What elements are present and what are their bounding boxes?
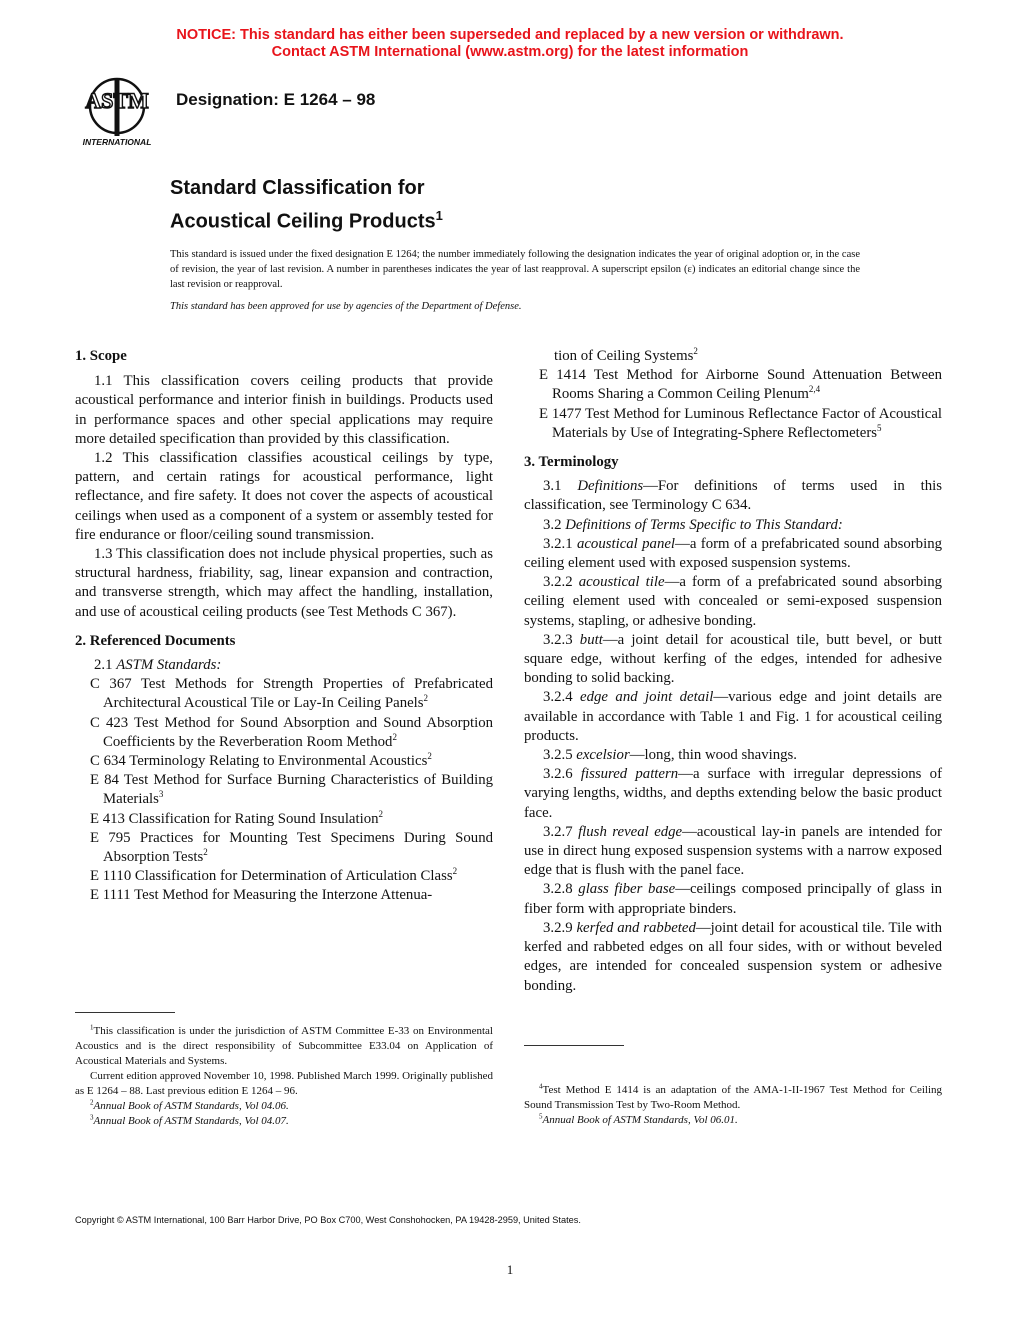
para-3-1-number: 3.1 xyxy=(543,478,562,495)
notice-line-1: NOTICE: This standard has either been superseded and replaced by a new version or withdrawn. xyxy=(176,27,844,43)
reference-text: C 423 Test Method for Sound Absorption and Sound Absorption Coefficients by the Reverberation Room Method xyxy=(90,714,493,750)
definition-term: fissured pattern xyxy=(580,766,679,783)
reference-item xyxy=(539,366,942,404)
reference-item xyxy=(90,752,493,771)
reference-continuation xyxy=(524,347,942,366)
reference-item xyxy=(90,829,493,867)
footnote-4 xyxy=(524,1083,942,1113)
footnote-1-edition: Current edition approved November 10, 1998. Published March 1999. Originally published as E 1264 – 88. Last previous edition E 1264 – 96. xyxy=(75,1070,493,1097)
definition-item xyxy=(524,746,942,765)
para-3-1-label: Definitions xyxy=(577,478,644,495)
para-1-3: 1.3 This classification does not include physical properties, such as structural hardness, friability, sag, linear expansion and contraction, and transverse strength, which may affect the handling, installation, and use of acoustical ceiling products (see Test Methods C 367). xyxy=(75,546,493,620)
title-line-2: Acoustical Ceiling Products xyxy=(170,210,436,233)
footnote-5 xyxy=(524,1113,942,1128)
definition-term: excelsior xyxy=(576,747,630,764)
reference-item xyxy=(90,771,493,809)
footnotes-right xyxy=(524,1083,942,1128)
reference-text: C 634 Terminology Relating to Environmental Acoustics xyxy=(90,753,428,770)
definition-item xyxy=(524,919,942,996)
reference-item xyxy=(90,886,493,905)
para-2-1 xyxy=(75,656,493,675)
astm-logo-icon xyxy=(72,76,162,148)
definition-term: glass fiber base xyxy=(578,881,676,898)
definition-number: 3.2.1 xyxy=(543,535,573,552)
definition-item xyxy=(524,688,942,746)
para-3-2-number: 3.2 xyxy=(543,516,562,533)
reference-item xyxy=(90,810,493,829)
reference-text: E 84 Test Method for Surface Burning Characteristics of Building Materials xyxy=(90,772,493,808)
definition-item xyxy=(524,535,942,573)
reference-text: E 795 Practices for Mounting Test Specimens During Sound Absorption Tests xyxy=(90,829,493,866)
footnote-2 xyxy=(75,1099,493,1114)
footnote-1 xyxy=(75,1024,493,1069)
para-1-1: 1.1 This classification covers ceiling products that provide acoustical performance and interior finish in buildings. Products used in performance spaces and other special applications may require more detailed specification than provided by this classification. xyxy=(75,373,493,447)
footnote-2-marker: 2 xyxy=(90,1098,94,1107)
footnote-1-marker: 1 xyxy=(90,1023,94,1032)
section-3-heading: 3. Terminology xyxy=(524,454,619,471)
reference-footnote-ref: 2 xyxy=(452,866,458,877)
reference-list-continued xyxy=(524,366,942,443)
right-column xyxy=(524,347,942,996)
definition-item xyxy=(524,573,942,631)
reference-text: C 367 Test Methods for Strength Properties of Prefabricated Architectural Acoustical Tile or Lay-In Ceiling Panels xyxy=(90,676,493,712)
definition-number: 3.2.2 xyxy=(543,574,573,591)
para-1-2: 1.2 This classification classifies acoustical ceilings by type, pattern, and certain ratings for acoustical performance, light reflectance, and fire safety. It does not cover the aspects of acoustical ceilings when used as a component of a system or assembly tested for fire endurance or floor/ceiling sound transmission. xyxy=(75,450,493,543)
definition-text: —various edge and joint details are available in accordance with Table 1 and Fig. 1 for acoustical ceiling products. xyxy=(524,689,943,744)
reference-footnote-ref: 2 xyxy=(427,751,432,762)
definition-item xyxy=(524,823,942,881)
page-number: 1 xyxy=(506,1262,514,1277)
withdrawal-notice xyxy=(0,27,1020,61)
definition-text: —long, thin wood shavings. xyxy=(629,747,798,764)
reference-text: E 1111 Test Method for Measuring the Interzone Attenua- xyxy=(90,887,433,904)
footnotes-left xyxy=(75,1024,493,1129)
reference-item xyxy=(90,714,493,752)
para-3-1-text: —For definitions of terms used in this classification, see Terminology C 634. xyxy=(524,478,942,514)
footnote-4-text: Test Method E 1414 is an adaptation of the AMA-1-II-1967 Test Method for Ceiling Sound Transmission Test by Two-Room Method. xyxy=(524,1084,942,1111)
para-2-1-label: ASTM Standards: xyxy=(116,657,222,674)
definition-term: butt xyxy=(579,631,603,648)
definition-term: kerfed and rabbeted xyxy=(576,919,696,936)
copyright-line: Copyright © ASTM International, 100 Barr Harbor Drive, PO Box C700, West Conshohocken, PA 19428-2959, United States. xyxy=(75,1215,581,1225)
svg-text:INTERNATIONAL: INTERNATIONAL xyxy=(82,137,152,147)
reference-continuation-sup: 2 xyxy=(693,346,698,357)
footnote-rule-right xyxy=(524,1045,624,1046)
definition-number: 3.2.4 xyxy=(543,689,573,706)
footnote-1-text: This classification is under the jurisdiction of ASTM Committee E-33 on Environmental Acoustics and is the direct responsibility of Subcommittee E33.04 on Application of Acoustical Materials and Systems. xyxy=(75,1025,493,1067)
footnote-5-marker: 5 xyxy=(539,1112,543,1121)
footnote-3-text: Annual Book of ASTM Standards, Vol 04.07. xyxy=(93,1115,289,1127)
reference-footnote-ref: 2 xyxy=(203,847,208,858)
definition-number: 3.2.8 xyxy=(543,881,573,898)
reference-text: E 1110 Classification for Determination of Articulation Class xyxy=(90,868,453,885)
definition-number: 3.2.3 xyxy=(543,631,573,648)
designation: Designation: E 1264 – 98 xyxy=(176,90,376,109)
notice-line-2: Contact ASTM International (www.astm.org) for the latest information xyxy=(271,44,749,60)
reference-footnote-ref: 2,4 xyxy=(808,384,821,395)
svg-text:ASTM: ASTM xyxy=(85,88,149,113)
para-3-1 xyxy=(524,477,942,515)
definition-term: flush reveal edge xyxy=(578,823,683,840)
reference-text: E 1477 Test Method for Luminous Reflectance Factor of Acoustical Materials by Use of Integrating-Sphere Reflectometers xyxy=(539,405,942,441)
reference-footnote-ref: 2 xyxy=(378,808,384,819)
reference-footnote-ref: 2 xyxy=(423,693,429,704)
definition-term: acoustical panel xyxy=(576,535,676,552)
title-footnote-ref[interactable]: 1 xyxy=(435,208,443,223)
astm-logo xyxy=(72,76,162,148)
footnote-3-marker: 3 xyxy=(90,1113,94,1122)
definition-text: —ceilings composed principally of glass in fiber form with appropriate binders. xyxy=(524,881,943,917)
reference-footnote-ref: 2 xyxy=(392,731,397,742)
reference-footnote-ref: 3 xyxy=(158,789,164,800)
reference-text: E 413 Classification for Rating Sound Insulation xyxy=(90,810,379,827)
reference-item xyxy=(90,867,493,886)
para-3-2 xyxy=(524,516,942,535)
reference-item xyxy=(539,405,942,443)
left-column xyxy=(75,347,493,906)
definition-number: 3.2.9 xyxy=(543,919,573,936)
document-title xyxy=(170,175,443,236)
definitions-list xyxy=(524,535,942,996)
definition-number: 3.2.5 xyxy=(543,747,573,764)
definition-text: —joint detail for acoustical tile. Tile with kerfed and rabbeted edges on all four sides, with or without beveled edges, are intended for concealed suspension system or adhesive bonding. xyxy=(524,919,943,994)
reference-footnote-ref: 5 xyxy=(877,422,882,433)
title-line-1: Standard Classification for xyxy=(170,177,425,199)
section-2-heading: 2. Referenced Documents xyxy=(75,632,236,649)
reference-list xyxy=(75,675,493,905)
definition-item xyxy=(524,880,942,918)
definition-item xyxy=(524,765,942,823)
dod-approval-note: This standard has been approved for use by agencies of the Department of Defense. xyxy=(170,301,522,312)
footnote-rule-left xyxy=(75,1012,175,1013)
reference-continuation-text: tion of Ceiling Systems xyxy=(554,348,694,364)
para-3-2-label: Definitions of Terms Specific to This Standard: xyxy=(565,516,843,533)
definition-text: —acoustical lay-in panels are intended for use in direct hung exposed suspension systems with a narrow exposed edge that is flush with the panel face. xyxy=(524,823,942,879)
para-2-1-number: 2.1 xyxy=(94,657,113,674)
reference-item xyxy=(90,675,493,713)
definition-term: acoustical tile xyxy=(578,574,665,591)
definition-term: edge and joint detail xyxy=(580,689,714,706)
definition-number: 3.2.6 xyxy=(543,766,573,783)
definition-text: —a surface with irregular depressions of varying lengths, widths, and depths extending below the basic product face. xyxy=(524,766,943,821)
footnote-5-text: Annual Book of ASTM Standards, Vol 06.01. xyxy=(542,1114,738,1126)
definition-text: —a form of a prefabricated sound absorbing ceiling element used with concealed or semi-exposed suspension systems, stapling, or adhesive bonding. xyxy=(524,574,943,629)
definition-text: —a joint detail for acoustical tile, butt bevel, or butt square edge, without kerfing of the edges, intended for adhesive bonding to solid backing. xyxy=(524,631,943,687)
reference-text: E 1414 Test Method for Airborne Sound Attenuation Between Rooms Sharing a Common Ceiling Plenum xyxy=(539,367,942,403)
section-1-heading: 1. Scope xyxy=(75,348,127,364)
footnote-3 xyxy=(75,1114,493,1129)
definition-number: 3.2.7 xyxy=(543,823,573,840)
footnote-2-text: Annual Book of ASTM Standards, Vol 04.06. xyxy=(93,1100,289,1112)
definition-text: —a form of a prefabricated sound absorbing ceiling element used with exposed suspension systems. xyxy=(524,535,942,572)
footnote-4-marker: 4 xyxy=(539,1082,543,1091)
definition-item xyxy=(524,631,942,689)
issuance-note: This standard is issued under the fixed designation E 1264; the number immediately following the designation indicates the year of original adoption or, in the case of revision, the year of last revision. A number in parentheses indicates the year of last reapproval. A superscript epsilon (ε) indicates an editorial change since the last revision or reapproval. xyxy=(170,249,860,290)
